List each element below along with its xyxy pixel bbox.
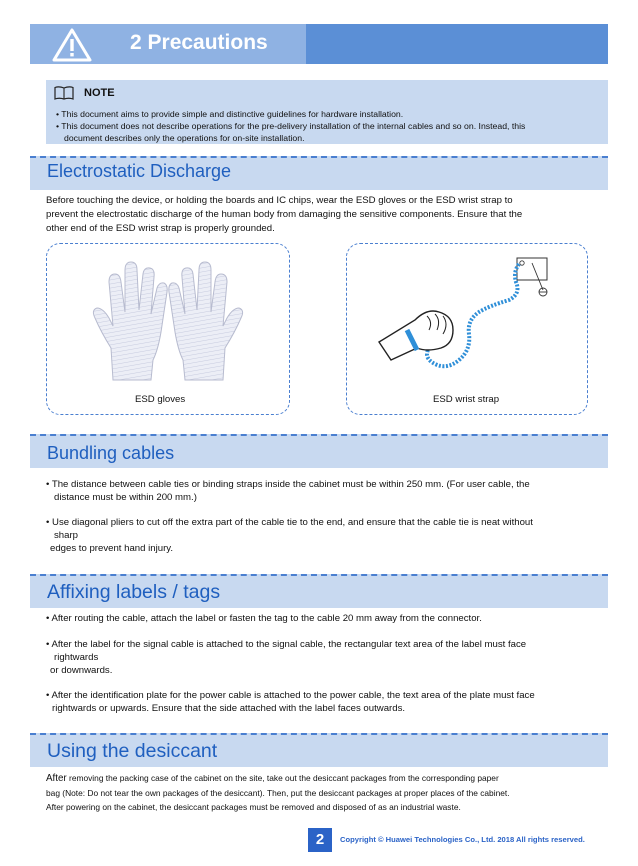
note-box — [46, 80, 608, 144]
desiccant-lead-word: After — [46, 773, 67, 784]
title-banner — [30, 24, 608, 64]
section-title: Affixing labels / tags — [47, 581, 221, 603]
desiccant-line-1-text: removing the packing case of the cabinet on the site, take out the desiccant packages from the corresponding paper — [66, 773, 499, 783]
labels-bullet-1: • After routing the cable, attach the label or fasten the tag to the cable 20 mm away from the connector. — [46, 613, 482, 624]
section-heading-bundling — [30, 434, 608, 468]
labels-bullet-3-line-2: rightwards or upwards. Ensure that the side attached with the label faces outwards. — [52, 703, 406, 714]
note-bullet-1: • This document aims to provide simple and distinctive guidelines for hardware installation. — [56, 109, 404, 119]
bundling-bullet-2-line-2: sharp — [54, 530, 78, 541]
section-divider — [30, 434, 608, 436]
desiccant-paragraph-line-1 — [46, 771, 499, 786]
desiccant-paragraph-line-3: After powering on the cabinet, the desiccant packages must be removed and disposed of as an industrial waste. — [46, 802, 461, 812]
section-title: Electrostatic Discharge — [47, 161, 232, 181]
bundling-bullet-1-line-2: distance must be within 200 mm.) — [54, 492, 197, 503]
figure-esd-gloves — [46, 243, 290, 415]
desiccant-paragraph-line-2: bag (Note: Do not tear the own packages of the desiccant). Then, put the desiccant packages at proper places of the cabinet. — [46, 788, 510, 798]
section-divider — [30, 733, 608, 735]
warning-icon — [52, 28, 92, 62]
section-divider — [30, 156, 608, 158]
section-heading-desiccant — [30, 733, 608, 767]
esd-paragraph-line-3: other end of the ESD wrist strap is properly grounded. — [46, 223, 275, 234]
bundling-bullet-2-line-1: • Use diagonal pliers to cut off the extra part of the cable tie to the end, and ensure that the cable tie is neat without — [46, 517, 533, 528]
section-title: Bundling cables — [47, 443, 175, 463]
labels-bullet-2-line-2: rightwards — [54, 652, 99, 663]
note-bullet-2-line-2: document describes only the operations for on-site installation. — [64, 133, 305, 143]
labels-bullet-2-line-3: or downwards. — [50, 665, 113, 676]
bundling-bullet-2-line-3: edges to prevent hand injury. — [50, 543, 174, 554]
caption-esd-wrist-strap: ESD wrist strap — [433, 394, 500, 405]
page-title: 2 Precautions — [130, 31, 268, 54]
section-divider — [30, 574, 608, 576]
copyright-text: Copyright © Huawei Technologies Co., Ltd. 2018 All rights reserved. — [340, 835, 585, 844]
esd-wrist-strap-image — [371, 250, 561, 390]
esd-gloves-image — [83, 252, 253, 382]
section-heading-esd — [30, 156, 608, 190]
note-bullet-2-line-1: • This document does not describe operations for the pre-delivery installation of the internal cables and so on. Instead, this — [56, 121, 526, 131]
esd-paragraph-line-2: prevent the electrostatic discharge of the human body from damaging the sensitive components. Ensure that the — [46, 209, 523, 220]
page-number: 2 — [308, 828, 332, 852]
note-title: NOTE — [84, 87, 115, 99]
book-icon — [54, 86, 74, 100]
bundling-bullet-1-line-1: • The distance between cable ties or binding straps inside the cabinet must be within 250 mm. (For user cable, the — [46, 479, 530, 490]
section-heading-labels — [30, 574, 608, 608]
caption-esd-gloves: ESD gloves — [135, 394, 186, 405]
figure-esd-wrist-strap — [346, 243, 588, 415]
section-title: Using the desiccant — [47, 740, 218, 762]
labels-bullet-2-line-1: • After the label for the signal cable is attached to the signal cable, the rectangular text area of the label must face — [46, 639, 527, 650]
esd-paragraph-line-1: Before touching the device, or holding the boards and IC chips, wear the ESD gloves or the ESD wrist strap to — [46, 195, 513, 206]
labels-bullet-3-line-1: • After the identification plate for the power cable is attached to the power cable, the text area of the plate must face — [46, 690, 535, 701]
